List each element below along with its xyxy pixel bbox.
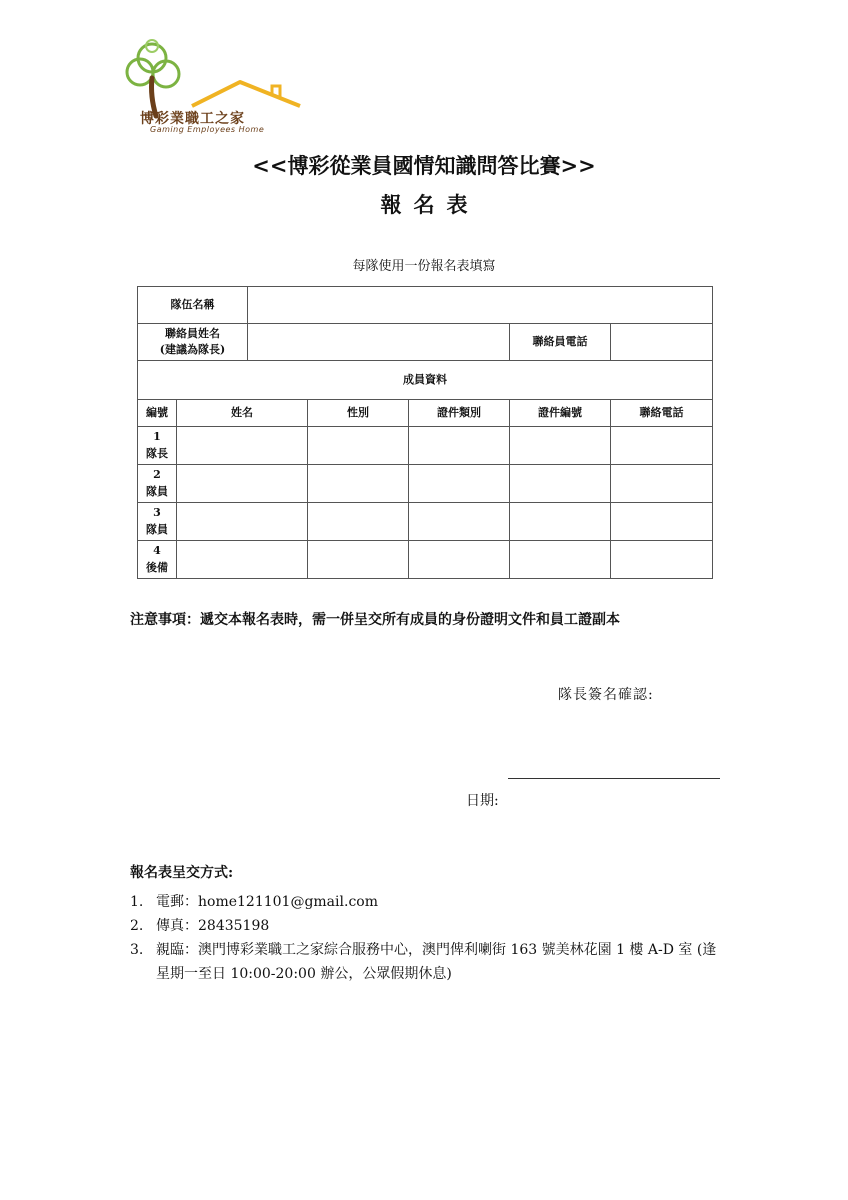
form-instruction: 每隊使用一份報名表填寫 xyxy=(352,259,496,274)
table-row xyxy=(138,503,713,541)
member-id-number-cell[interactable] xyxy=(510,465,611,503)
page-title: <<博彩從業員國情知識問答比賽>> xyxy=(252,153,596,178)
member-id-type-cell[interactable] xyxy=(409,465,510,503)
member-gender-cell[interactable] xyxy=(308,503,409,541)
member-gender-cell[interactable] xyxy=(308,465,409,503)
submission-item-email xyxy=(130,890,720,914)
team-name-label: 隊伍名稱 xyxy=(138,287,248,324)
member-phone-cell[interactable] xyxy=(611,465,713,503)
submission-list xyxy=(130,890,720,986)
row-label xyxy=(138,541,177,579)
member-id-type-cell[interactable] xyxy=(409,503,510,541)
row-number: 1 xyxy=(153,430,161,443)
member-phone-cell[interactable] xyxy=(611,541,713,579)
submission-fax-text: 傳真：28435198 xyxy=(156,918,270,934)
column-header-gender: 性別 xyxy=(308,400,409,427)
signature-label: 隊長簽名確認: xyxy=(558,687,654,703)
row-number: 3 xyxy=(153,506,161,519)
table-row xyxy=(138,465,713,503)
column-header-id-number: 證件編號 xyxy=(510,400,611,427)
signature-line[interactable] xyxy=(508,778,720,779)
member-gender-cell[interactable] xyxy=(308,427,409,465)
logo-text-english: Gaming Employees Home xyxy=(150,125,265,134)
row-label xyxy=(138,503,177,541)
row-role: 隊員 xyxy=(146,522,168,536)
row-label xyxy=(138,427,177,465)
member-name-cell[interactable] xyxy=(177,465,308,503)
row-role: 後備 xyxy=(146,560,168,574)
column-header-name: 姓名 xyxy=(177,400,308,427)
contact-phone-label: 聯絡員電話 xyxy=(510,324,611,361)
member-name-cell[interactable] xyxy=(177,541,308,579)
member-id-number-cell[interactable] xyxy=(510,503,611,541)
list-number: 2. xyxy=(130,918,144,934)
member-phone-cell[interactable] xyxy=(611,427,713,465)
member-id-number-cell[interactable] xyxy=(510,427,611,465)
list-number: 1. xyxy=(130,894,144,910)
column-header-phone: 聯絡電話 xyxy=(611,400,713,427)
contact-phone-field[interactable] xyxy=(611,324,713,361)
submission-heading: 報名表呈交方式: xyxy=(130,865,234,881)
member-phone-cell[interactable] xyxy=(611,503,713,541)
date-label: 日期: xyxy=(466,793,499,809)
row-number: 2 xyxy=(153,468,161,481)
contact-name-label-line2: (建議為隊長) xyxy=(159,343,226,356)
members-heading: 成員資料 xyxy=(138,361,713,400)
form-title: 報名表 xyxy=(380,192,480,217)
member-id-type-cell[interactable] xyxy=(409,541,510,579)
registration-table xyxy=(137,286,713,579)
notice-text: 注意事項：遞交本報名表時，需一併呈交所有成員的身份證明文件和員工證副本 xyxy=(130,612,620,628)
member-id-type-cell[interactable] xyxy=(409,427,510,465)
submission-item-in-person xyxy=(130,938,720,986)
team-name-field[interactable] xyxy=(248,287,713,324)
row-label xyxy=(138,465,177,503)
submission-email-text: 電郵：home121101@gmail.com xyxy=(156,894,378,910)
list-number: 3. xyxy=(130,942,144,958)
member-gender-cell[interactable] xyxy=(308,541,409,579)
contact-name-label xyxy=(138,324,248,361)
member-name-cell[interactable] xyxy=(177,427,308,465)
member-id-number-cell[interactable] xyxy=(510,541,611,579)
contact-name-label-line1: 聯絡員姓名 xyxy=(165,326,220,340)
row-role: 隊長 xyxy=(146,446,168,460)
table-row xyxy=(138,427,713,465)
contact-name-field[interactable] xyxy=(248,324,510,361)
column-header-id-type: 證件類別 xyxy=(409,400,510,427)
table-row xyxy=(138,541,713,579)
submission-item-fax xyxy=(130,914,720,938)
member-name-cell[interactable] xyxy=(177,503,308,541)
logo-text-chinese: 博彩業職工之家 xyxy=(140,111,245,127)
row-role: 隊員 xyxy=(146,484,168,498)
submission-in-person-text: 親臨：澳門博彩業職工之家綜合服務中心，澳門俾利喇街 163 號美林花園 1 樓 A-D 室 (逢星期一至日 10:00-20:00 辦公，公眾假期休息) xyxy=(156,942,717,982)
column-header-number: 編號 xyxy=(138,400,177,427)
row-number: 4 xyxy=(153,544,161,557)
